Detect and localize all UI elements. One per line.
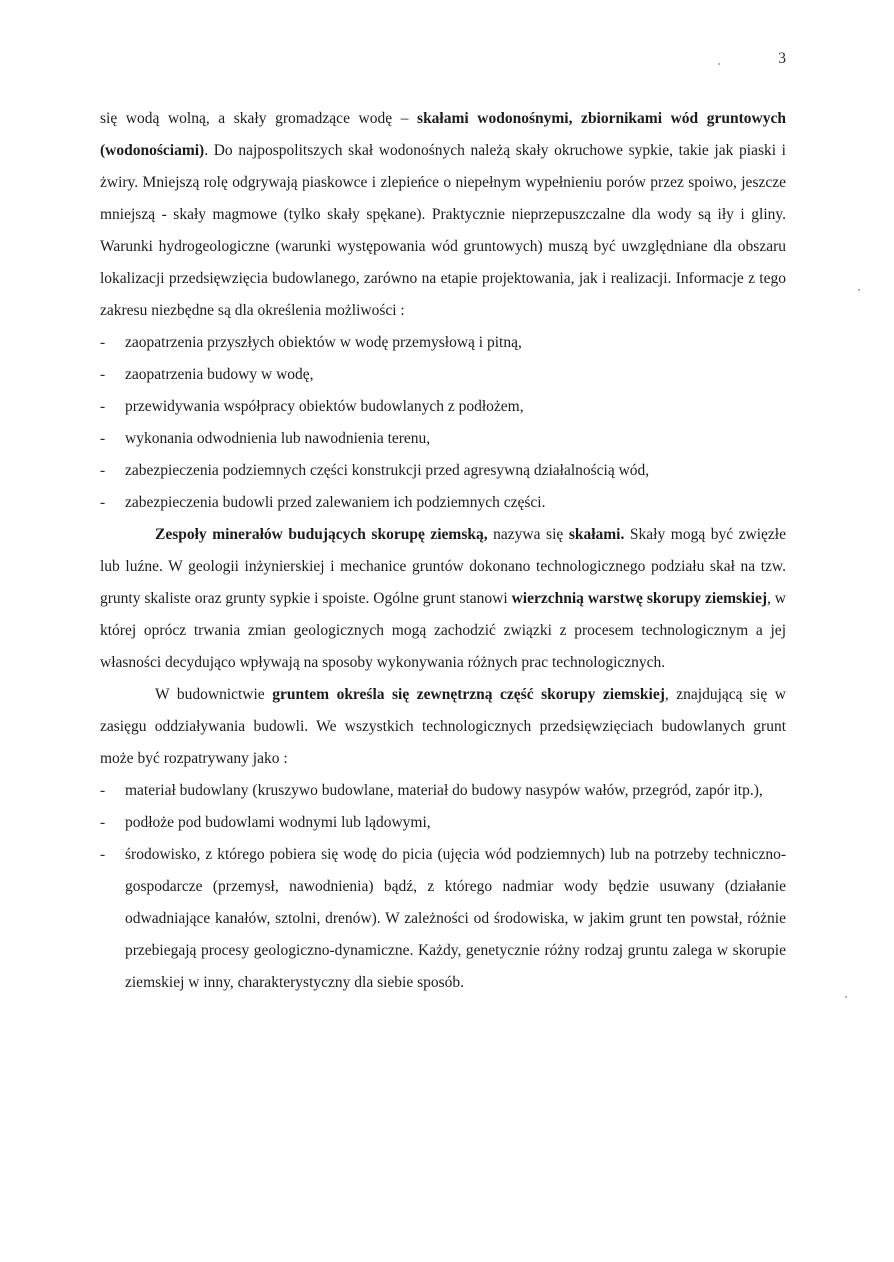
scan-speck — [718, 63, 720, 65]
body-text: Skały mogą być zwięzłe lub luźne. W geologii inżynierskiej i mechanice gruntów dokonano technologicznego podziału skał na tzw. grunty skaliste oraz grunty sypkie i spoiste. Ogólne grunt stanowi — [100, 526, 786, 607]
dash-bullet-icon: - — [100, 782, 106, 799]
list-item-text: środowisko, z którego pobiera się wodę do picia (ujęcia wód podziemnych) lub na potrzeby techniczno-gospodarcze (przemysł, nawodnienia) bądź, z którego nadmiar wody będzie usuwany (działanie odwadniające kanałów, sztolni, drenów). W zależności od środowiska, w jakim grunt ten powstał, różnie przebiegają procesy geologiczno-dynamiczne. Każdy, genetycznie różny rodzaj gruntu zalega w skorupie ziemskiej w inny, charakterystyczny dla siebie sposób. — [125, 846, 786, 991]
list-item-text: przewidywania współpracy obiektów budowlanych z podłożem, — [125, 398, 524, 415]
list-item — [100, 839, 786, 999]
list-item-text: zabezpieczenia podziemnych części konstrukcji przed agresywną działalnością wód, — [125, 462, 650, 479]
emphasis-text: Zespoły minerałów budujących skorupę ziemską, — [155, 526, 488, 543]
list-item — [100, 455, 786, 487]
dash-bullet-icon: - — [100, 814, 106, 831]
dash-bullet-icon: - — [100, 462, 106, 479]
body-text: nazywa się — [487, 526, 569, 543]
emphasis-text: gruntem określa się zewnętrzną część skorupy ziemskiej — [272, 686, 665, 703]
list-item — [100, 775, 786, 807]
dash-bullet-icon: - — [100, 846, 106, 863]
list-item — [100, 423, 786, 455]
body-text: . Do najpospolitszych skał wodonośnych należą skały okruchowe sypkie, takie jak piaski i żwiry. Mniejszą rolę odgrywają piaskowce i zlepieńce o niepełnym wypełnieniu porów przez spoiwo, jeszcze mniejszą - skały magmowe (tylko skały spękane). Praktycznie nieprzepuszczalne dla wody są iły i gliny. Warunki hydrogeologiczne (warunki występowania wód gruntowych) muszą być uwzględniane dla obszaru lokalizacji przedsięwzięcia budowlanego, zarówno na etapie projektowania, jak i realizacji. Informacje z tego zakresu niezbędne są dla określenia możliwości : — [100, 142, 786, 319]
dash-list — [100, 327, 786, 519]
emphasis-text: skałami. — [568, 526, 625, 543]
dash-bullet-icon: - — [100, 366, 106, 383]
content-blocks — [100, 103, 786, 999]
emphasis-text: skałami wodonośnymi, zbiornikami wód gruntowych (wodonościami) — [100, 110, 786, 159]
list-item — [100, 327, 786, 359]
list-item-text: podłoże pod budowlami wodnymi lub lądowymi, — [125, 814, 431, 831]
body-text: się wodą wolną, a skały gromadzące wodę – — [100, 110, 418, 127]
dash-bullet-icon: - — [100, 430, 106, 447]
list-item-text: zaopatrzenia przyszłych obiektów w wodę przemysłową i pitną, — [125, 334, 522, 351]
list-item — [100, 487, 786, 519]
emphasis-text: wierzchnią warstwę skorupy ziemskiej — [511, 590, 768, 607]
scan-speck — [858, 289, 860, 291]
scan-speck — [845, 996, 847, 998]
body-text: , w której oprócz trwania zmian geologicznych mogą zachodzić związki z procesem technologicznym a jej własności decydująco wpływają na sposoby wykonywania różnych prac technologicznych. — [100, 590, 787, 671]
dash-bullet-icon: - — [100, 398, 106, 415]
paragraph — [100, 679, 786, 775]
list-item-text: wykonania odwodnienia lub nawodnienia terenu, — [125, 430, 431, 447]
list-item-text: zabezpieczenia budowli przed zalewaniem ich podziemnych części. — [125, 494, 546, 511]
document-body — [100, 103, 786, 999]
page-number: 3 — [778, 50, 786, 67]
dash-bullet-icon: - — [100, 494, 106, 511]
list-item-text: materiał budowlany (kruszywo budowlane, materiał do budowy nasypów wałów, przegród, zapór itp.), — [125, 782, 763, 799]
body-text: W budownictwie — [155, 686, 273, 703]
dash-bullet-icon: - — [100, 334, 106, 351]
list-item — [100, 807, 786, 839]
list-item — [100, 359, 786, 391]
body-text: , znajdującą się w zasięgu oddziaływania budowli. We wszystkich technologicznych przedsięwzięciach budowlanych grunt może być rozpatrywany jako : — [100, 686, 786, 767]
paragraph — [100, 519, 786, 679]
paragraph — [100, 103, 786, 327]
list-item — [100, 391, 786, 423]
dash-list — [100, 775, 786, 999]
list-item-text: zaopatrzenia budowy w wodę, — [125, 366, 314, 383]
